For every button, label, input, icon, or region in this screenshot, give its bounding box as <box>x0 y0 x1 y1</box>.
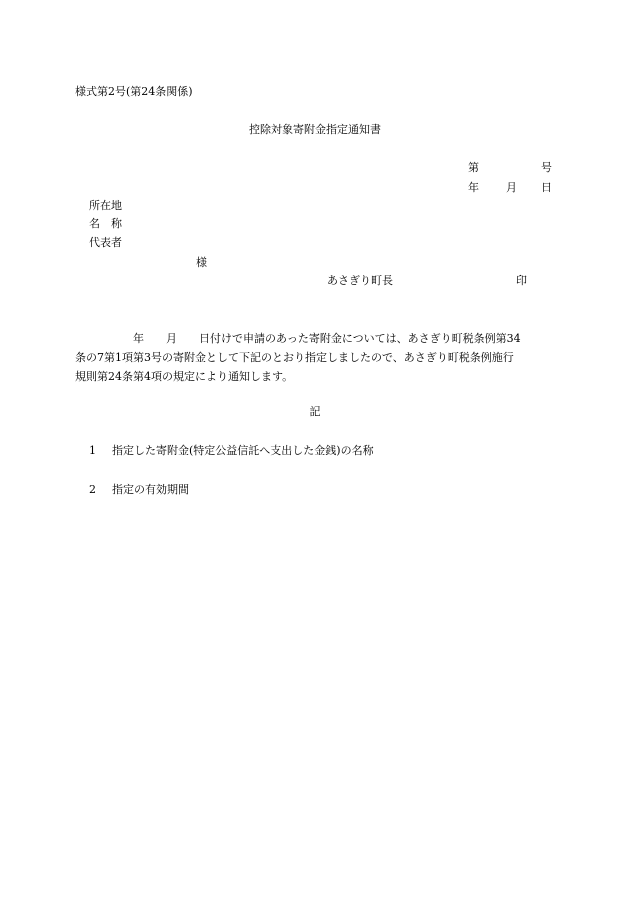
body-month-label: 月 <box>166 332 177 345</box>
body-line-3: 規則第24条第4項の規定により通知します。 <box>75 370 294 383</box>
body-line-1-text: 日付けで申請のあった寄附金については、あさぎり町税条例第34 <box>199 332 521 345</box>
issuer-title: あさぎり町長 <box>327 274 393 287</box>
list-item <box>89 482 189 498</box>
document-title: 控除対象寄附金指定通知書 <box>249 123 381 136</box>
list-item <box>89 443 374 459</box>
item-label: 指定した寄附金(特定公益信託へ支出した金銭)の名称 <box>112 444 374 457</box>
body-line-2: 条の7第1項第3号の寄附金として下記のとおり指定しましたので、あさぎり町税条例施行 <box>75 351 514 364</box>
item-label: 指定の有効期間 <box>112 483 189 496</box>
recipient-name-label: 名 称 <box>89 217 122 230</box>
recipient-address-label: 所在地 <box>89 199 122 212</box>
date-year-label: 年 <box>468 181 479 194</box>
doc-number-suffix: 号 <box>541 161 552 174</box>
body-paragraph <box>75 329 553 386</box>
form-number: 様式第2号(第24条関係) <box>75 85 193 98</box>
item-number: 2 <box>89 483 96 496</box>
date-month-label: 月 <box>506 181 517 194</box>
recipient-representative-label: 代表者 <box>89 236 122 249</box>
body-line-1 <box>75 329 553 348</box>
body-year-label: 年 <box>133 332 144 345</box>
recipient-honorific: 様 <box>196 256 207 269</box>
seal-mark: 印 <box>516 274 527 287</box>
ki-heading: 記 <box>309 405 321 418</box>
doc-number-prefix: 第 <box>468 161 479 174</box>
item-number: 1 <box>89 444 96 457</box>
date-day-label: 日 <box>541 181 552 194</box>
